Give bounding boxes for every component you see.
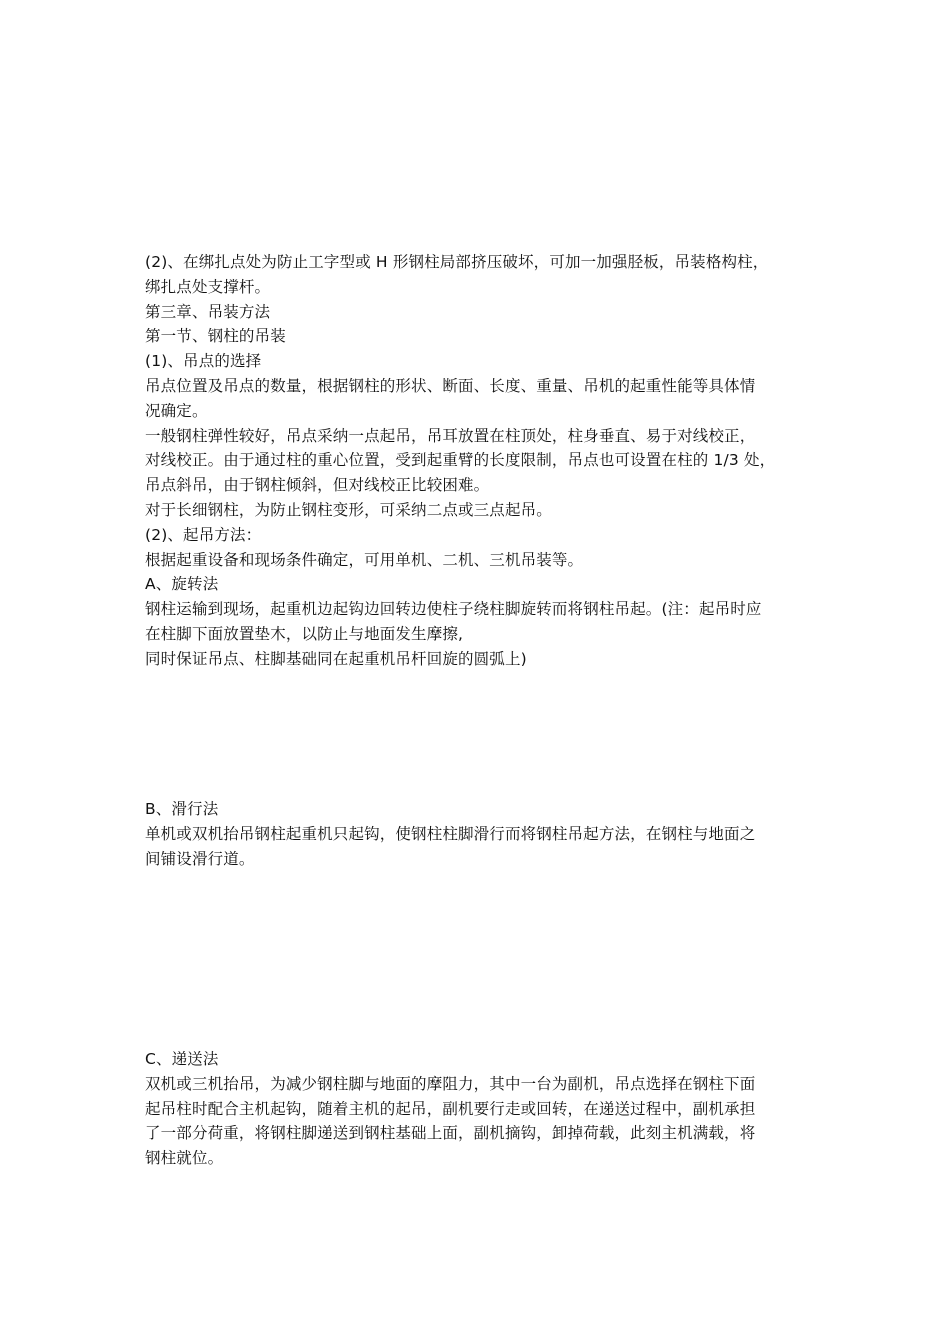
paragraph-line: 况确定。 <box>145 401 208 420</box>
paragraph-line: 间铺设滑行道。 <box>145 849 255 868</box>
paragraph-line: 根据起重设备和现场条件确定，可用单机、二机、三机吊装等。 <box>145 550 584 569</box>
paragraph-line: 吊点斜吊，由于钢柱倾斜，但对线校正比较困难。 <box>145 476 490 495</box>
section-heading: 第一节、钢柱的吊装 <box>145 327 286 346</box>
paragraph-line: 同时保证吊点、柱脚基础同在起重机吊杆回旋的圆弧上) <box>145 649 527 668</box>
paragraph-line: 了一部分荷重，将钢柱脚递送到钢柱基础上面，副机摘钩，卸掉荷载，此刻主机满载，将 <box>145 1124 756 1143</box>
paragraph-line: 一般钢柱弹性较好，吊点采纳一点起吊，吊耳放置在柱顶处，柱身垂直、易于对线校正， <box>145 426 756 445</box>
paragraph-line: (2)、在绑扎点处为防止工字型或 H 形钢柱局部挤压破坏，可加一加强胫板，吊装格构柱， <box>145 253 769 271</box>
method-heading: C、递送法 <box>145 1050 219 1068</box>
text-block-hoisting-method <box>145 250 815 672</box>
paragraph-line: 钢柱就位。 <box>145 1149 224 1168</box>
paragraph-line: 双机或三机抬吊，为减少钢柱脚与地面的摩阻力，其中一台为副机，吊点选择在钢柱下面 <box>145 1074 756 1093</box>
paragraph-line: 对线校正。由于通过柱的重心位置，受到起重臂的长度限制，吊点也可设置在柱的 1/3 处， <box>145 451 776 470</box>
text-block-delivery-method <box>145 1047 815 1171</box>
paragraph-line: 吊点位置及吊点的数量，根据钢柱的形状、断面、长度、重量、吊机的起重性能等具体情 <box>145 376 756 395</box>
paragraph-line: 起吊柱时配合主机起钩，随着主机的起吊，副机要行走或回转，在递送过程中，副机承担 <box>145 1099 756 1118</box>
paragraph-line: 绑扎点处支撑杆。 <box>145 277 271 296</box>
paragraph-line: 单机或双机抬吊钢柱起重机只起钩，使钢柱柱脚滑行而将钢柱吊起方法，在钢柱与地面之 <box>145 824 756 843</box>
subsection-heading: (2)、起吊方法： <box>145 525 262 544</box>
text-block-sliding-method <box>145 797 815 871</box>
paragraph-line: 对于长细钢柱，为防止钢柱变形，可采纳二点或三点起吊。 <box>145 500 552 519</box>
method-heading: B、滑行法 <box>145 800 219 818</box>
subsection-heading: (1)、吊点的选择 <box>145 352 262 371</box>
paragraph-line: 在柱脚下面放置垫木，以防止与地面发生摩擦, <box>145 624 464 643</box>
chapter-heading: 第三章、吊装方法 <box>145 302 271 321</box>
method-heading: A、旋转法 <box>145 575 219 594</box>
paragraph-line: 钢柱运输到现场，起重机边起钩边回转边使柱子绕柱脚旋转而将钢柱吊起。(注：起吊时应 <box>145 600 762 619</box>
